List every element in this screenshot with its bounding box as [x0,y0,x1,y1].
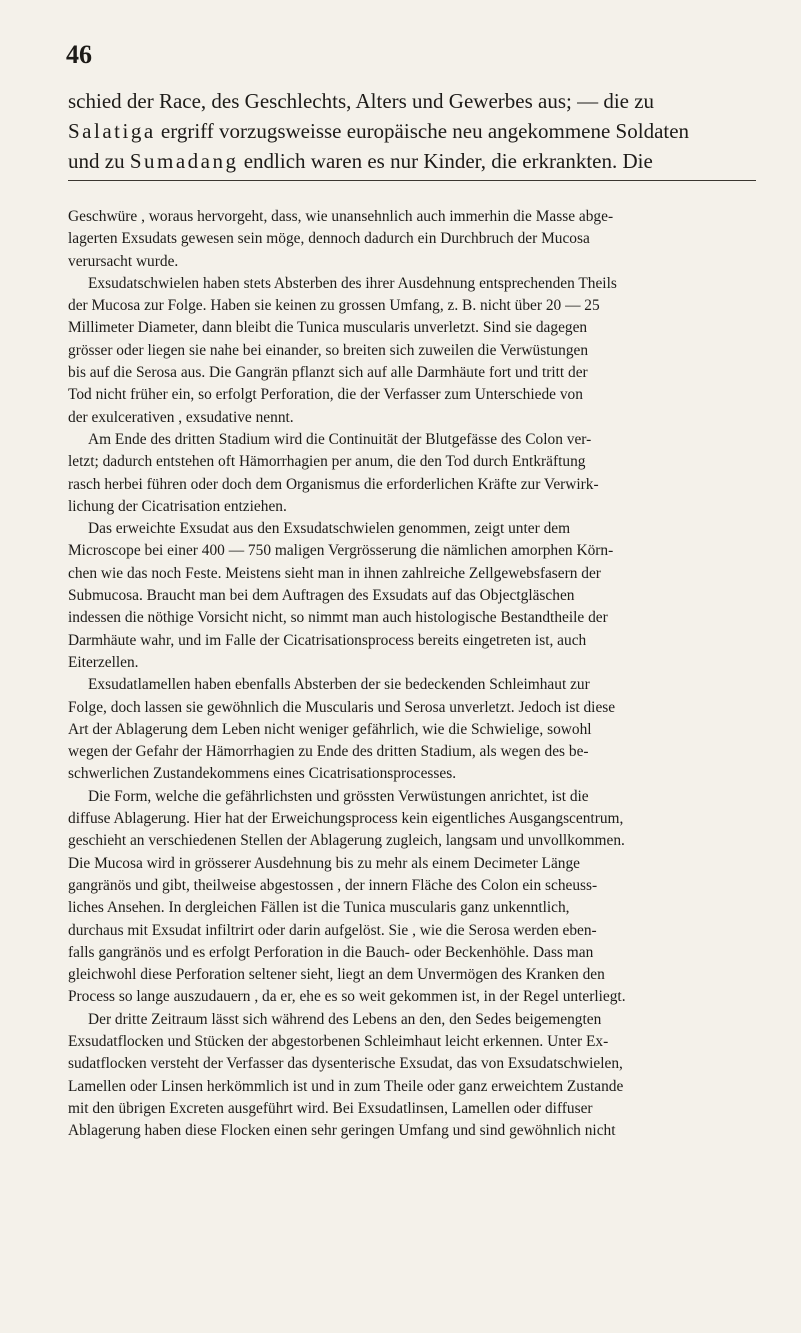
text-line: Darmhäute wahr, und im Falle der Cicatrisationsprocess bereits eingetreten ist, auch [68,631,587,649]
text-line: indessen die nöthige Vorsicht nicht, so nimmt man auch histologische Bestandtheile der [68,609,608,627]
text-line: Art der Ablagerung dem Leben nicht weniger gefährlich, wie die Schwielige, sowohl [68,720,592,738]
main-text-line-3 [68,146,756,176]
footnote-text [68,206,768,1142]
text-line: Die Form, welche die gefährlichsten und grössten Verwüstungen anrichtet, ist die [88,787,589,805]
text-line: gleichwohl diese Perforation seltener sieht, liegt an dem Unvermögen des Kranken den [68,966,605,984]
text-line: Am Ende des dritten Stadium wird die Continuität der Blutgefässe des Colon ver- [88,430,592,448]
text-line: rasch herbei führen oder doch dem Organismus die erforderlichen Kräfte zur Verwirk- [68,475,599,493]
text-line: Das erweichte Exsudat aus den Exsudatschwielen genommen, zeigt unter dem [88,520,571,538]
text-line: Process so lange auszudauern , da er, ehe es so weit gekommen ist, in der Regel unterliegt. [68,988,626,1006]
text-line: Lamellen oder Linsen herkömmlich ist und in zum Theile oder ganz erweichtem Zustande [68,1077,624,1095]
text-line: Exsudatflocken und Stücken der abgestorbenen Schleimhaut leicht erkennen. Unter Ex- [68,1032,609,1050]
main-text-line-2 [68,116,756,146]
text-line: Geschwüre , woraus hervorgeht, dass, wie unansehnlich auch immerhin die Masse abge- [68,208,614,225]
text-line: verursacht wurde. [68,252,179,270]
text-line: Exsudatschwielen haben stets Absterben des ihrer Ausdehnung entsprechenden Theils [88,274,617,292]
text-line: grösser oder liegen sie nahe bei einander, so breiten sich zuweilen die Verwüstungen [68,341,589,359]
text-line: geschieht an verschiedenen Stellen der Ablagerung zugleich, langsam und unvollkommen. [68,832,625,850]
text-line: Exsudatlamellen haben ebenfalls Absterben der sie bedeckenden Schleimhaut zur [88,676,590,694]
text-line: Folge, doch lassen sie gewöhnlich die Muscularis und Serosa unverletzt. Jedoch ist diese [68,698,616,716]
text-line: schwerlichen Zustandekommens eines Cicatrisationsprocesses. [68,765,457,783]
text-line: der exulcerativen , exsudative nennt. [68,408,294,426]
text-line: Eiterzellen. [68,653,139,671]
text-line: falls gangränös und es erfolgt Perforation in die Bauch- oder Beckenhöhle. Dass man [68,943,594,961]
text-line: Microscope bei einer 400 — 750 maligen Vergrösserung die nämlichen amorphen Körn- [68,542,614,560]
main-text-paragraph [68,86,756,176]
text-line: sudatflocken versteht der Verfasser das dysenterische Exsudat, das von Exsudatschwielen, [68,1055,623,1073]
text-line: Die Mucosa wird in grösserer Ausdehnung bis zu mehr als einem Decimeter Länge [68,854,581,872]
text-line: gangränös und gibt, theilweise abgestossen , der innern Fläche des Colon ein scheuss- [68,876,598,894]
text-line: mit den übrigen Excreten ausgeführt wird. Bei Exsudatlinsen, Lamellen oder diffuser [68,1099,593,1117]
text-line: Ablagerung haben diese Flocken einen sehr geringen Umfang und sind gewöhnlich nicht [68,1122,616,1140]
text-line: Millimeter Diameter, dann bleibt die Tunica muscularis unverletzt. Sind sie dagegen [68,319,588,337]
text-line: Der dritte Zeitraum lässt sich während des Lebens an den, den Sedes beigemengten [88,1010,602,1028]
text-line: diffuse Ablagerung. Hier hat der Erweichungsprocess kein eigentliches Ausgangscentrum, [68,810,624,828]
page-number: 46 [66,40,92,69]
place-name-sumadang: Sumadang [129,149,239,173]
main-text-line-3-start: und zu [68,149,130,173]
text-line: lagerten Exsudats gewesen sein möge, dennoch dadurch ein Durchbruch der Mucosa [68,230,590,248]
text-line: chen wie das noch Feste. Meistens sieht man in ihnen zahlreiche Zellgewebsfasern der [68,564,601,582]
text-line: der Mucosa zur Folge. Haben sie keinen zu grossen Umfang, z. B. nicht über 20 — 25 [68,297,600,315]
text-line: Submucosa. Braucht man bei dem Auftragen des Exsudats auf das Objectgläschen [68,587,575,605]
text-line: lichung der Cicatrisation entziehen. [68,497,287,515]
text-line: Tod nicht früher ein, so erfolgt Perforation, die der Verfasser zum Unterschiede von [68,386,583,404]
main-text-line-2-rest: ergriff vorzugsweisse europäische neu angekommene Soldaten [155,119,690,143]
place-name-salatiga: Salatiga [68,119,156,143]
main-text-line-3-rest: endlich waren es nur Kinder, die erkrankten. Die [238,149,653,173]
text-line: liches Ansehen. In dergleichen Fällen ist die Tunica muscularis ganz unkenntlich, [68,899,570,917]
text-line: durchaus mit Exsudat infiltrirt oder darin aufgelöst. Sie , wie die Serosa werden eben- [68,921,597,939]
main-text-line-1: schied der Race, des Geschlechts, Alters und Gewerbes aus; — die zu [68,89,655,113]
text-line: letzt; dadurch entstehen oft Hämorrhagien per anum, die den Tod durch Entkräftung [68,453,586,471]
text-line: bis auf die Serosa aus. Die Gangrän pflanzt sich auf alle Darmhäute fort und tritt der [68,364,588,382]
text-line: wegen der Gefahr der Hämorrhagien zu Ende des dritten Stadium, als wegen des be- [68,743,589,761]
footnote-divider [68,180,756,181]
